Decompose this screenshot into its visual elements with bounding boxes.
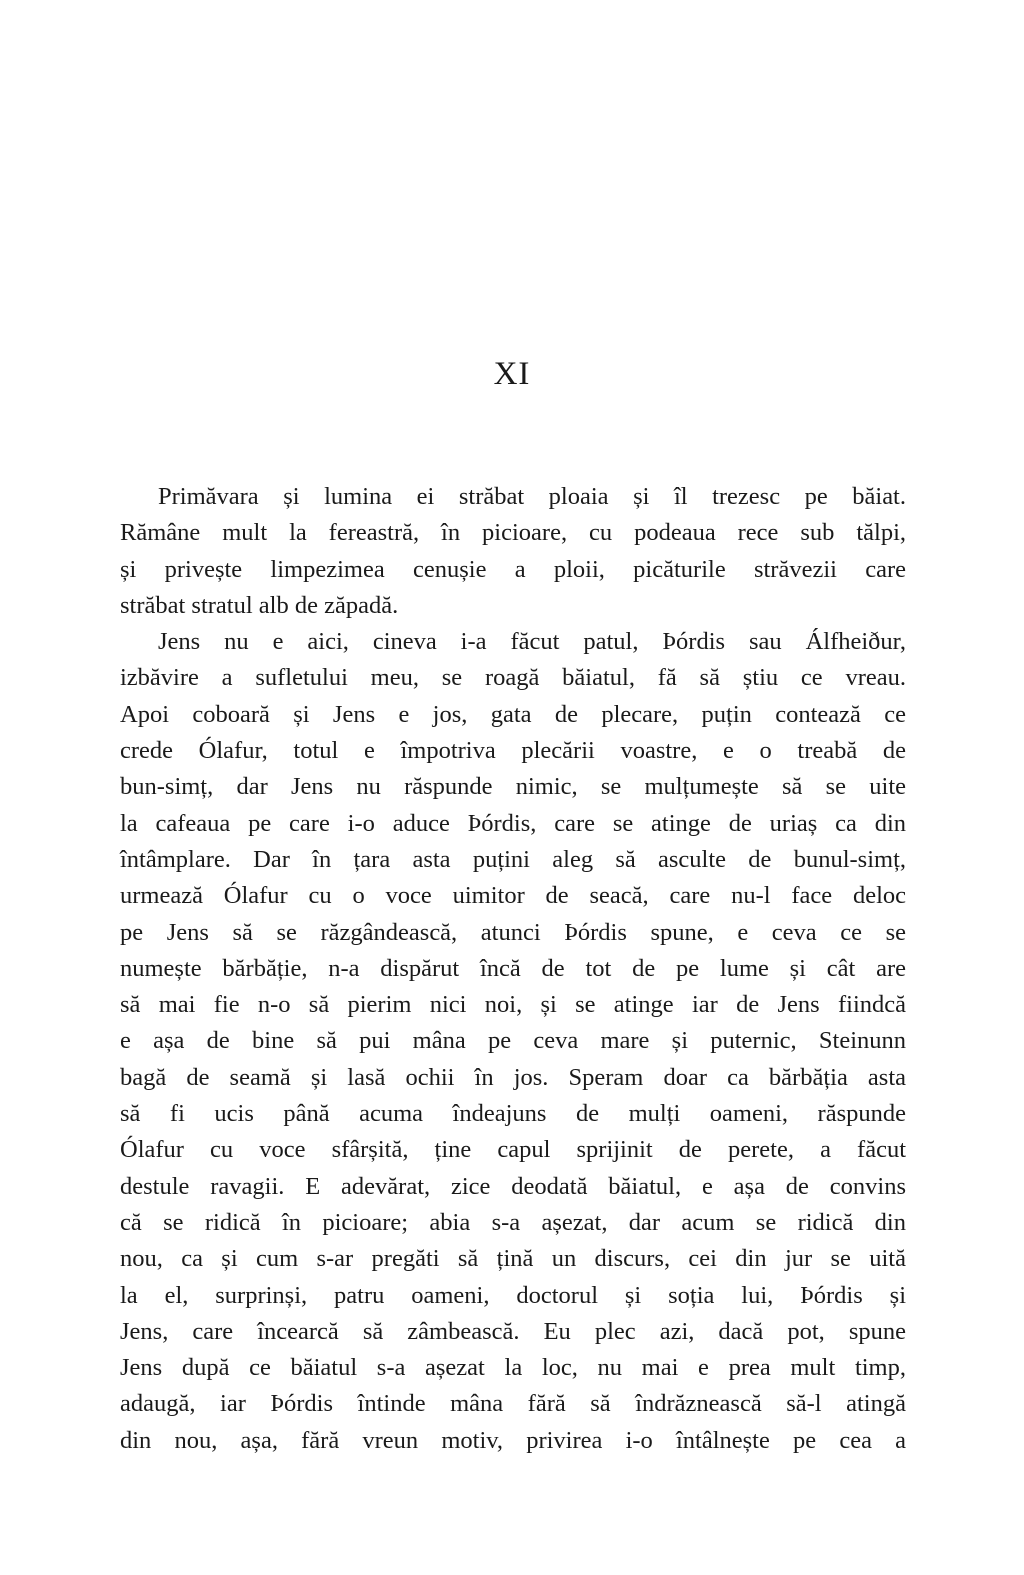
text-line: la cafeaua pe care i-o aduce Þórdis, care se atinge de uriaș ca din xyxy=(120,809,906,837)
text-line: Jens, care încearcă să zâmbească. Eu plec azi, dacă pot, spune xyxy=(120,1317,906,1345)
text-line: urmează Ólafur cu o voce uimitor de seacă, care nu-l face deloc xyxy=(120,882,906,910)
text-line: nou, ca și cum s-ar pregăti să țină un discurs, cei din jur se uită xyxy=(120,1245,906,1273)
text-line: numește bărbăție, n-a dispărut încă de tot de pe lume și cât are xyxy=(120,954,906,982)
text-line: adaugă, iar Þórdis întinde mâna fără să îndrăznească să-l atingă xyxy=(120,1390,906,1418)
text-line: din nou, așa, fără vreun motiv, privirea i-o întâlnește pe cea a xyxy=(120,1426,906,1454)
text-line: pe Jens să se răzgândească, atunci Þórdis spune, e ceva ce se xyxy=(120,918,906,946)
body-text xyxy=(120,479,906,1459)
text-line: crede Ólafur, totul e împotriva plecării voastre, e o treabă de xyxy=(120,737,906,765)
text-line: Apoi coboară și Jens e jos, gata de plecare, puțin contează ce xyxy=(120,700,906,728)
text-line: Primăvara și lumina ei străbat ploaia și îl trezesc pe băiat. xyxy=(158,483,906,510)
text-line: bun-simț, dar Jens nu răspunde nimic, se mulțumește să se uite xyxy=(120,773,906,801)
text-line: destule ravagii. E adevărat, zice deodată băiatul, e așa de convins xyxy=(120,1172,906,1200)
text-line: întâmplare. Dar în țara asta puțini aleg să asculte de bunul-simț, xyxy=(120,845,906,873)
text-line: străbat stratul alb de zăpadă. xyxy=(120,591,399,619)
text-line: Ólafur cu voce sfârșită, ține capul sprijinit de perete, a făcut xyxy=(120,1136,906,1164)
chapter-title: XI xyxy=(493,356,531,392)
text-line: să mai fie n-o să pierim nici noi, și se atinge iar de Jens fiindcă xyxy=(120,991,906,1019)
text-line: la el, surprinși, patru oameni, doctorul și soția lui, Þórdis și xyxy=(120,1281,906,1309)
text-line: Jens după ce băiatul s-a așezat la loc, nu mai e prea mult timp, xyxy=(120,1354,906,1382)
text-line: și privește limpezimea cenușie a ploii, picăturile străvezii care xyxy=(120,555,906,583)
text-line: că se ridică în picioare; abia s-a așezat, dar acum se ridică din xyxy=(120,1208,906,1236)
text-line: Jens nu e aici, cineva i-a făcut patul, Þórdis sau Álfheiður, xyxy=(158,628,906,656)
text-line: izbăvire a sufletului meu, se roagă băiatul, fă să știu ce vreau. xyxy=(120,664,906,692)
text-line: e așa de bine să pui mâna pe ceva mare și puternic, Steinunn xyxy=(120,1027,906,1055)
text-line: Rămâne mult la fereastră, în picioare, cu podeaua rece sub tălpi, xyxy=(120,519,906,547)
text-line: bagă de seamă și lasă ochii în jos. Speram doar ca bărbăția asta xyxy=(120,1063,906,1091)
text-line: să fi ucis până acuma îndeajuns de mulți oameni, răspunde xyxy=(120,1100,906,1128)
